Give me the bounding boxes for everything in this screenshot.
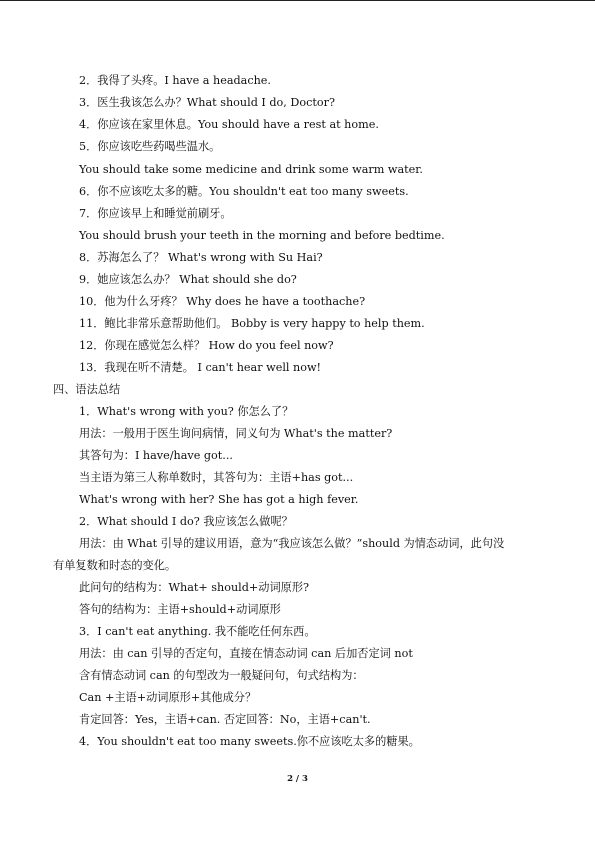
text-line: 2．我得了头疼。I have a headache. — [79, 74, 271, 87]
text-line: 用法：由 can 引导的否定句，直接在情态动词 can 后加否定词 not — [79, 647, 413, 660]
text-line: 11．鲍比非常乐意帮助他们。 Bobby is very happy to help them. — [79, 317, 425, 330]
text-line: 3．医生我该怎么办？What should I do, Doctor? — [79, 96, 335, 109]
text-line: 用法：一般用于医生询问病情，同义句为 What's the matter? — [79, 427, 393, 440]
text-line: 四、语法总结 — [53, 383, 121, 396]
text-line: You should brush your teeth in the morning and before bedtime. — [79, 229, 445, 242]
text-line: 2．What should I do? 我应该怎么做呢？ — [79, 515, 293, 528]
text-line: You should take some medicine and drink some warm water. — [79, 163, 423, 176]
text-line: 含有情态动词 can 的句型改为一般疑问句，句式结构为： — [79, 669, 364, 682]
text-line: What's wrong with her? She has got a high fever. — [79, 493, 359, 506]
text-line: 9．她应该怎么办？ What should she do? — [79, 273, 297, 286]
text-line: 6．你不应该吃太多的糖。You shouldn't eat too many sweets. — [79, 185, 409, 198]
page-number: 2 / 3 — [287, 774, 308, 784]
text-line: 13．我现在听不清楚。 I can't hear well now! — [79, 361, 322, 374]
text-line: Can +主语+动词原形+其他成分？ — [79, 691, 257, 704]
text-line: 7．你应该早上和睡觉前刷牙。 — [79, 207, 232, 220]
text-line: 5．你应该吃些药喝些温水。 — [79, 140, 221, 153]
text-line: 有单复数和时态的变化。 — [53, 559, 177, 572]
text-line: 当主语为第三人称单数时，其答句为：主语+has got... — [79, 471, 354, 484]
text-line: 3．I can't eat anything. 我不能吃任何东西。 — [79, 625, 316, 638]
text-line: 4．You shouldn't eat too many sweets.你不应该吃太多的糖果。 — [79, 735, 420, 748]
text-line: 肯定回答：Yes，主语+can. 否定回答：No，主语+can't. — [79, 713, 371, 726]
text-line: 8．苏海怎么了？ What's wrong with Su Hai? — [79, 251, 323, 264]
text-line: 其答句为：I have/have got... — [79, 449, 233, 462]
text-line: 1．What's wrong with you? 你怎么了？ — [79, 405, 294, 418]
text-line: 答句的结构为：主语+should+动词原形 — [79, 603, 281, 616]
top-border-line — [0, 0, 595, 1]
text-line: 用法：由 What 引导的建议用语，意为“我应该怎么做？”should 为情态动词，此句没 — [79, 537, 505, 550]
text-line: 10．他为什么牙疼？ Why does he have a toothache? — [79, 295, 366, 308]
text-line: 12．你现在感觉怎么样？ How do you feel now? — [79, 339, 334, 352]
text-line: 4．你应该在家里休息。You should have a rest at home. — [79, 118, 379, 131]
text-line: 此问句的结构为：What+ should+动词原形? — [79, 581, 310, 594]
